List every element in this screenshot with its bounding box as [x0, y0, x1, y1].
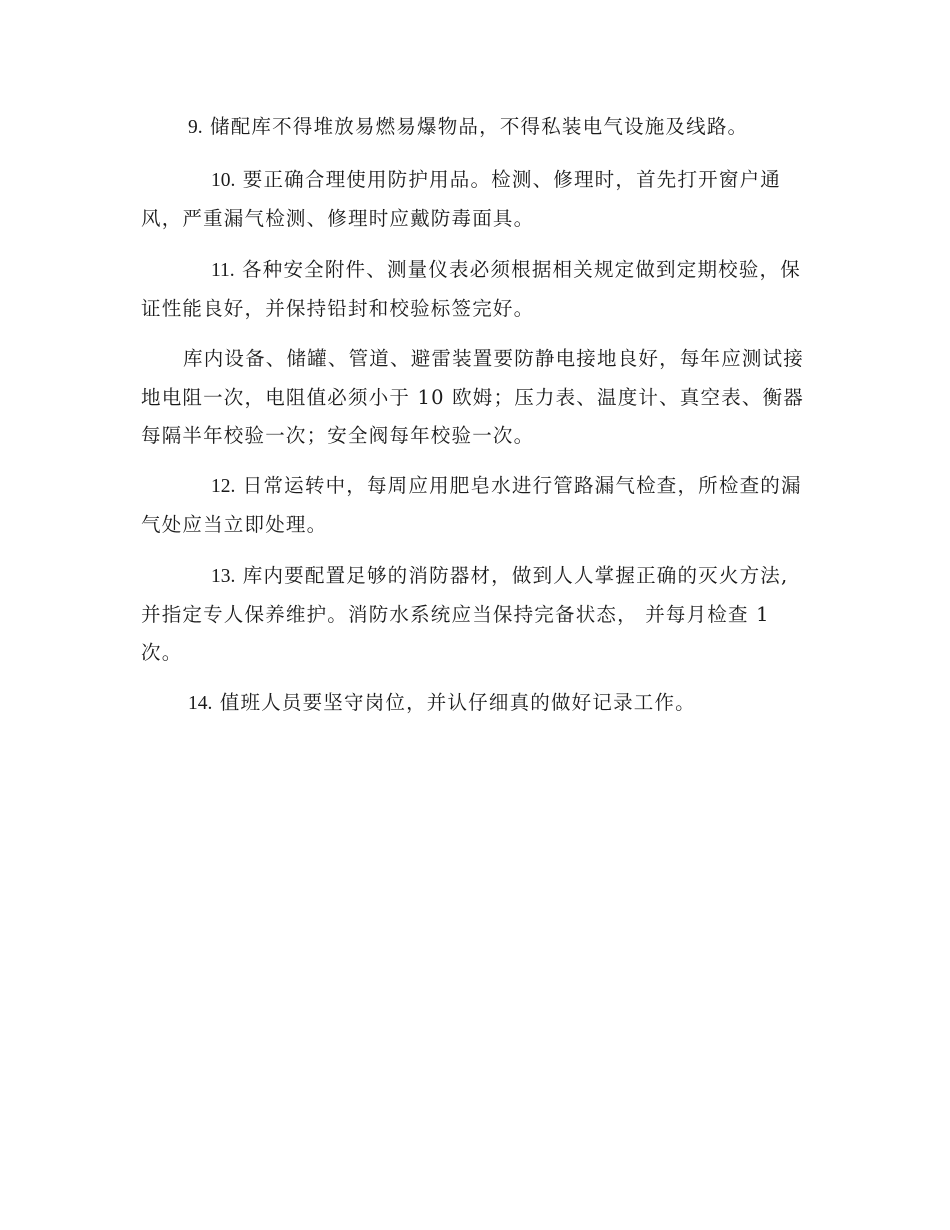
paragraph-14	[141, 684, 806, 723]
paragraph-text: 库内设备、储罐、管道、避雷装置要防静电接地良好，每年应测试接地电阻一次，电阻值必须小于 10 欧姆；压力表、温度计、真空表、衡器每隔半年校验一次；安全阀每年校验一次。	[141, 347, 805, 447]
item-number: 12.	[211, 476, 236, 497]
item-number: 11.	[211, 260, 235, 281]
paragraph-11	[141, 251, 806, 328]
paragraph-grounding	[141, 340, 806, 455]
paragraph-12	[141, 467, 806, 544]
paragraph-9	[141, 108, 806, 147]
item-number: 10.	[211, 170, 236, 191]
paragraph-10	[141, 161, 806, 238]
item-number: 13.	[211, 566, 236, 587]
item-number: 9.	[188, 117, 203, 138]
paragraph-13	[141, 557, 806, 672]
paragraph-text: 要正确合理使用防护用品。检测、修理时，首先打开窗户通风，严重漏气检测、修理时应戴防毒面具。	[141, 168, 781, 230]
paragraph-text: 储配库不得堆放易燃易爆物品，不得私装电气设施及线路。	[202, 115, 749, 138]
paragraph-text: 值班人员要坚守岗位，并认仔细真的做好记录工作。	[212, 691, 696, 714]
item-number: 14.	[188, 693, 213, 714]
paragraph-text: 各种安全附件、测量仪表必须根据相关规定做到定期校验，保证性能良好，并保持铅封和校验标签完好。	[141, 258, 801, 320]
paragraph-text: 库内要配置足够的消防器材，做到人人掌握正确的灭火方法,并指定专人保养维护。消防水系统应当保持完备状态， 并每月检查 1 次。	[141, 564, 789, 664]
paragraph-text: 日常运转中，每周应用肥皂水进行管路漏气检查，所检查的漏气处应当立即处理。	[141, 474, 802, 536]
